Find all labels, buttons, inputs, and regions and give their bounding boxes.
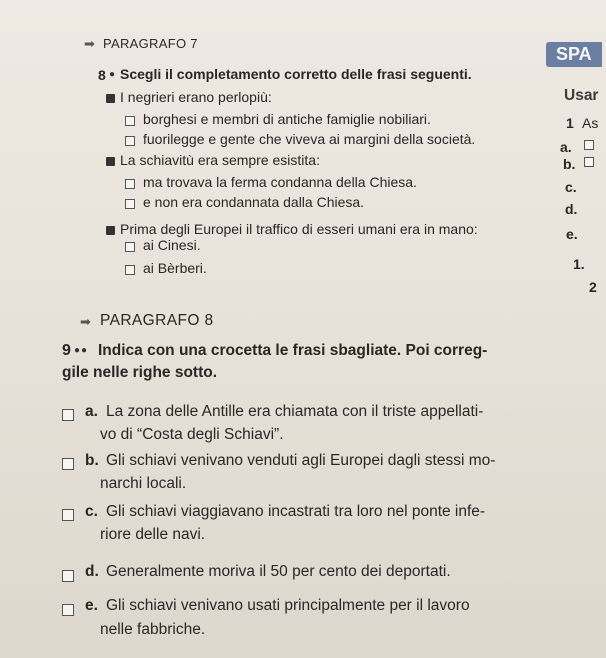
section8-title: PARAGRAFO 8 xyxy=(100,312,214,329)
item2-option2-checkbox[interactable] xyxy=(125,199,135,209)
item1-option2-label: fuorilegge e gente che viveva ai margini della società. xyxy=(143,131,476,147)
item-c-checkbox[interactable] xyxy=(62,509,74,521)
bullet-icon xyxy=(106,94,115,103)
right-number-1: 1. xyxy=(573,256,585,272)
right-letter-b: b. xyxy=(563,156,576,172)
exercise9-instruction-line2: gile nelle righe sotto. xyxy=(62,364,218,381)
arrow-right-icon: ➡ xyxy=(84,36,95,51)
item2-stem: La schiavitù era sempre esistita: xyxy=(120,152,320,168)
difficulty-dots: ●● xyxy=(74,345,89,356)
bullet-icon xyxy=(106,157,115,166)
section7-title: PARAGRAFO 7 xyxy=(103,36,198,51)
item1-option1-checkbox[interactable] xyxy=(125,116,135,126)
right-letter-e: e. xyxy=(566,226,578,242)
item-a-text-line1: La zona delle Antille era chiamata con il triste appellati- xyxy=(106,403,484,420)
item-a-text-line2: vo di “Costa degli Schiavi”. xyxy=(100,426,284,443)
exercise9-instruction-line1: Indica con una crocetta le frasi sbagliate. Poi correg- xyxy=(98,342,488,359)
item-a-checkbox[interactable] xyxy=(62,409,74,421)
exercise9-number: 9 xyxy=(62,342,71,359)
item3-option2-label: ai Bèrberi. xyxy=(143,260,207,276)
item1-stem: I negrieri erano perlopiù: xyxy=(120,89,272,105)
item-a-letter: a. xyxy=(85,403,98,420)
right-item-number: 1 xyxy=(566,115,574,131)
item2-option2-label: e non era condannata dalla Chiesa. xyxy=(143,194,365,210)
item-e-checkbox[interactable] xyxy=(62,604,74,616)
right-item-text: As xyxy=(582,115,599,131)
item-b-text-line1: Gli schiavi venivano venduti agli Europei dagli stessi mo- xyxy=(106,452,496,469)
item-c-letter: c. xyxy=(85,503,98,520)
right-checkbox[interactable] xyxy=(584,140,594,150)
item-d-text-line1: Generalmente moriva il 50 per cento dei deportati. xyxy=(106,563,451,580)
item-e-letter: e. xyxy=(85,597,98,614)
right-heading: Usar xyxy=(564,87,599,104)
exercise8-instruction: Scegli il completamento corretto delle frasi seguenti. xyxy=(120,66,472,82)
bullet-icon xyxy=(106,226,115,235)
item2-option1-label: ma trovava la ferma condanna della Chiesa. xyxy=(143,174,417,190)
difficulty-dots: ● xyxy=(109,69,117,80)
item1-option1-label: borghesi e membri di antiche famiglie nobiliari. xyxy=(143,111,431,127)
right-letter-d: d. xyxy=(565,201,578,217)
item-e-text-line2: nelle fabbriche. xyxy=(100,621,206,638)
item-d-checkbox[interactable] xyxy=(62,570,74,582)
item1-option2-checkbox[interactable] xyxy=(125,136,135,146)
item2-option1-checkbox[interactable] xyxy=(125,179,135,189)
arrow-right-icon: ➡ xyxy=(80,314,91,329)
item3-stem: Prima degli Europei il traffico di esseri umani era in mano: xyxy=(120,221,478,237)
item3-option1-checkbox[interactable] xyxy=(125,242,135,252)
right-number-2: 2 xyxy=(589,279,597,295)
item-e-text-line1: Gli schiavi venivano usati principalmente per il lavoro xyxy=(106,597,470,614)
exercise8-number: 8 xyxy=(98,67,106,83)
right-letter-a: a. xyxy=(560,139,572,155)
section-badge: SPA xyxy=(546,42,602,67)
item-b-text-line2: narchi locali. xyxy=(100,475,187,492)
item-c-text-line1: Gli schiavi viaggiavano incastrati tra loro nel ponte infe- xyxy=(106,503,486,520)
right-checkbox[interactable] xyxy=(584,157,594,167)
item-d-letter: d. xyxy=(85,563,99,580)
item-c-text-line2: riore delle navi. xyxy=(100,526,206,543)
right-letter-c: c. xyxy=(565,179,577,195)
item3-option1-label: ai Cinesi. xyxy=(143,237,201,253)
item3-option2-checkbox[interactable] xyxy=(125,265,135,275)
item-b-letter: b. xyxy=(85,452,99,469)
item-b-checkbox[interactable] xyxy=(62,458,74,470)
